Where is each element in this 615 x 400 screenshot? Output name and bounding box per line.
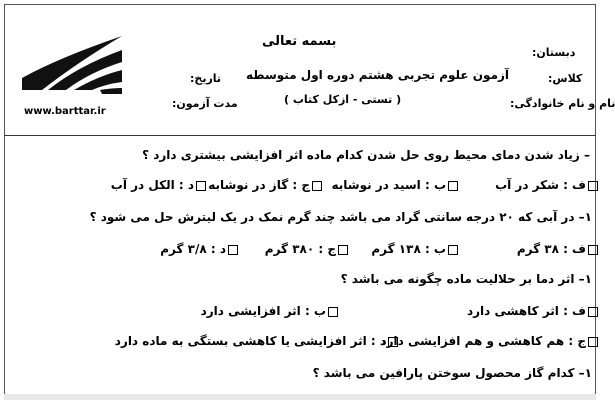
page-title: بسمه تعالی — [262, 34, 337, 49]
header-divider — [4, 135, 596, 136]
q2-option-c[interactable]: ج : ۳۸۰ گرم — [265, 242, 350, 256]
q3-option-c[interactable]: ج : هم کاهشی و هم افزایشی دارد — [380, 334, 600, 348]
website-url: www.barttar.ir — [24, 106, 106, 117]
date-label: تاریخ: — [190, 72, 222, 85]
question-4-text: ۱– کدام گاز محصول سوختن پارافین می باشد ؟ — [312, 366, 592, 380]
checkbox-icon[interactable] — [328, 307, 338, 317]
q1-option-b[interactable]: ب : اسید در نوشابه — [332, 178, 461, 192]
barttar-logo-icon — [18, 28, 126, 98]
duration-label: مدت آزمون: — [172, 97, 238, 110]
q3-option-d[interactable]: د : اثر افزایشی یا کاهشی بستگی به ماده دارد — [115, 334, 400, 348]
q2-option-a[interactable]: ف : ۳۸ گرم — [517, 242, 600, 256]
question-3-text: ۱– اثر دما بر حلالیت ماده چگونه می باشد ؟ — [340, 272, 592, 286]
checkbox-icon[interactable] — [588, 245, 598, 255]
checkbox-icon[interactable] — [388, 337, 398, 347]
q1-option-a[interactable]: ف : شکر در آب — [495, 178, 600, 192]
name-label: نام و نام خانوادگی: — [510, 97, 615, 110]
q2-option-d[interactable]: د : ۳/۸ گرم — [160, 242, 240, 256]
next-page-edge — [4, 394, 596, 400]
school-label: دبستان: — [532, 46, 576, 59]
checkbox-icon[interactable] — [228, 245, 238, 255]
checkbox-icon[interactable] — [312, 181, 322, 191]
checkbox-icon[interactable] — [448, 181, 458, 191]
exam-title: آزمون علوم تجربی هشتم دوره اول متوسطه — [246, 68, 510, 82]
checkbox-icon[interactable] — [588, 307, 598, 317]
q3-option-a[interactable]: ف : اثر کاهشی دارد — [467, 304, 600, 318]
checkbox-icon[interactable] — [196, 181, 206, 191]
question-1-text: – زیاد شدن دمای محیط روی حل شدن کدام ماده اثر افزایشی بیشتری دارد ؟ — [142, 148, 590, 162]
checkbox-icon[interactable] — [338, 245, 348, 255]
q1-option-c[interactable]: ج : گاز در نوشابه — [208, 178, 324, 192]
class-label: کلاس: — [548, 72, 583, 85]
checkbox-icon[interactable] — [588, 181, 598, 191]
checkbox-icon[interactable] — [588, 337, 598, 347]
q3-option-b[interactable]: ب : اثر افزایشی دارد — [201, 304, 340, 318]
q2-option-b[interactable]: ب : ۱۳۸ گرم — [371, 242, 460, 256]
question-2-text: ۱– در آبی که ۲۰ درجه سانتی گراد می باشد چند گرم نمک در یک لیترش حل می شود ؟ — [89, 210, 592, 224]
exam-subtitle: ( تستی - ازکل کتاب ) — [284, 93, 402, 106]
q1-option-d[interactable]: د : الکل در آب — [111, 178, 208, 192]
checkbox-icon[interactable] — [448, 245, 458, 255]
